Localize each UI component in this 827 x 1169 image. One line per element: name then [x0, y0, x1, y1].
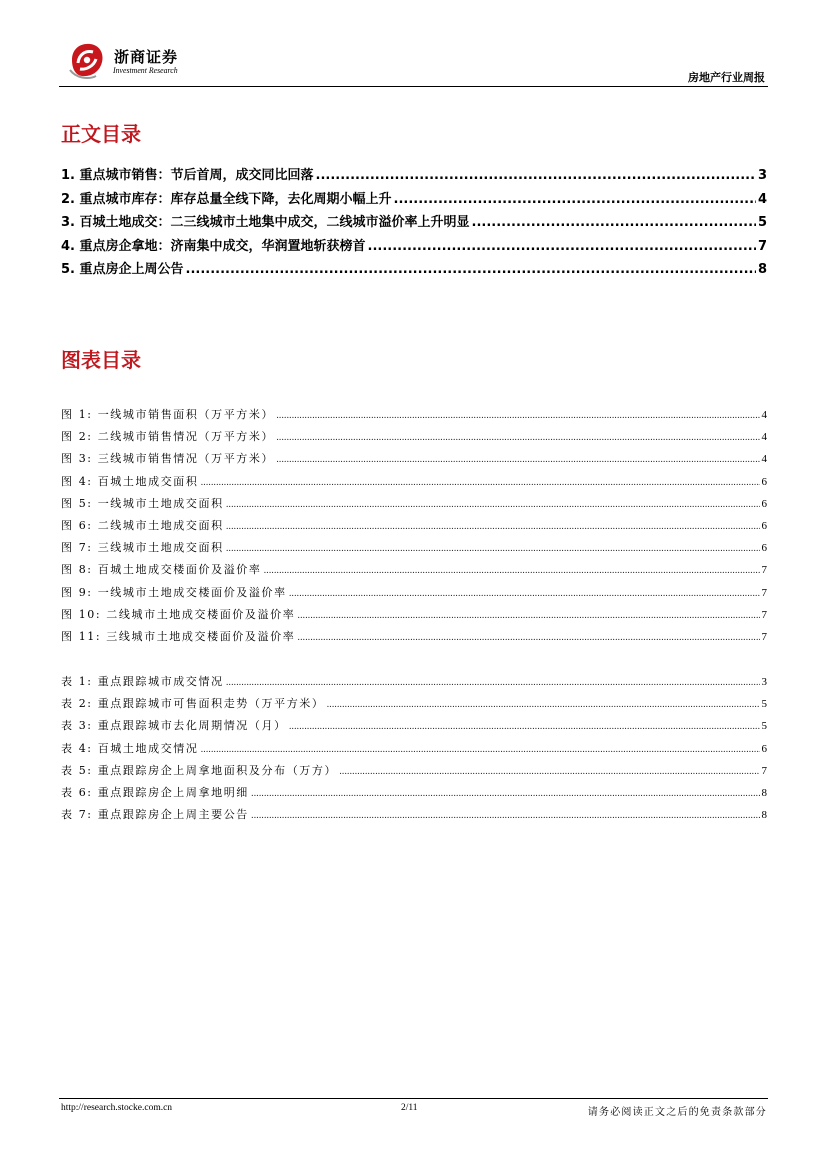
toc-leader — [276, 405, 759, 427]
figure-entry-label: 图 4: 百城土地成交面积 — [61, 474, 199, 488]
toc-entry-page: 7 — [757, 238, 767, 254]
figure-entry[interactable] — [61, 604, 767, 626]
toc-leader — [276, 449, 759, 471]
table-entry-page: 7 — [761, 764, 767, 777]
header-divider — [59, 86, 768, 87]
figure-entry[interactable] — [61, 626, 767, 648]
toc-leader — [226, 672, 760, 694]
footer-url-link[interactable]: http://research.stocke.com.cn — [61, 1103, 173, 1113]
toc-entry-page: 3 — [757, 168, 767, 183]
figure-entry-label: 图 9: 一线城市土地成交楼面价及溢价率 — [61, 585, 287, 599]
figure-entry[interactable] — [61, 493, 767, 515]
toc-leader — [289, 716, 760, 738]
toc-entry-label: 5. 重点房企上周公告 — [61, 262, 184, 277]
table-entry-label: 表 1: 重点跟踪城市成交情况 — [61, 675, 224, 688]
figure-entry-label: 图 5: 一线城市土地成交面积 — [61, 496, 224, 510]
logo-mark-icon — [66, 40, 106, 80]
table-entry[interactable] — [61, 782, 767, 804]
table-entry[interactable] — [61, 671, 767, 693]
toc-leader — [316, 164, 756, 188]
toc-leader — [297, 605, 759, 627]
toc-leader — [201, 739, 760, 761]
company-logo — [66, 40, 186, 82]
toc-entry-label: 4. 重点房企拿地：济南集中成交，华润置地斩获榜首 — [61, 238, 366, 254]
toc-entry-page: 4 — [757, 191, 767, 207]
figure-entry-page: 4 — [761, 409, 767, 421]
figure-entry[interactable] — [61, 471, 767, 493]
toc-leader — [297, 627, 759, 649]
toc-leader — [251, 805, 760, 827]
table-toc-list — [61, 671, 767, 826]
toc-leader — [276, 427, 759, 449]
figure-entry-page: 6 — [761, 542, 767, 555]
table-entry-page: 8 — [761, 786, 767, 799]
figure-entry[interactable] — [61, 537, 767, 559]
toc-leader — [251, 783, 760, 805]
figure-entry-label: 图 3: 三线城市销售情况（万平方米） — [61, 452, 275, 466]
page-number: 2/11 — [401, 1103, 418, 1113]
figure-entry[interactable] — [61, 515, 767, 537]
toc-leader — [472, 211, 756, 235]
figure-entry-label: 图 6: 二线城市土地成交面积 — [61, 518, 224, 532]
toc-entry[interactable] — [61, 211, 767, 235]
main-toc-list — [61, 164, 767, 282]
figure-entry[interactable] — [61, 582, 767, 604]
toc-entry-page: 8 — [757, 262, 767, 277]
figure-entry-label: 图 11: 三线城市土地成交楼面价及溢价率 — [61, 629, 296, 643]
toc-leader — [186, 258, 756, 282]
figure-entry-page: 7 — [761, 586, 767, 599]
main-toc-title: 正文目录 — [61, 122, 141, 146]
table-entry-label: 表 7: 重点跟踪房企上周主要公告 — [61, 808, 249, 822]
figure-entry-page: 6 — [761, 497, 767, 510]
toc-entry[interactable] — [61, 258, 767, 282]
figure-entry-page: 7 — [761, 608, 767, 621]
table-entry[interactable] — [61, 804, 767, 826]
table-entry-page: 5 — [761, 698, 767, 711]
figure-toc-title: 图表目录 — [61, 348, 141, 372]
toc-entry-page: 5 — [757, 215, 767, 230]
toc-leader — [226, 538, 760, 560]
toc-leader — [339, 761, 759, 783]
table-entry-page: 5 — [761, 720, 767, 733]
table-entry-label: 表 3: 重点跟踪城市去化周期情况（月） — [61, 719, 287, 733]
logo-tagline: Investment Research — [113, 65, 178, 75]
figure-entry-label: 图 1: 一线城市销售面积（万平方米） — [61, 408, 275, 421]
figure-entry[interactable] — [61, 559, 767, 581]
figure-entry-label: 图 7: 三线城市土地成交面积 — [61, 541, 224, 555]
toc-leader — [368, 235, 756, 259]
table-entry[interactable] — [61, 760, 767, 782]
figure-entry-page: 7 — [761, 564, 767, 577]
figure-entry[interactable] — [61, 448, 767, 470]
table-entry-label: 表 2: 重点跟踪城市可售面积走势（万平方米） — [61, 697, 325, 711]
toc-leader — [226, 494, 760, 516]
table-entry[interactable] — [61, 715, 767, 737]
table-entry-page: 3 — [761, 676, 767, 688]
figure-entry-label: 图 10: 二线城市土地成交楼面价及溢价率 — [61, 607, 296, 621]
figure-entry-page: 6 — [761, 519, 767, 532]
toc-entry-label: 3. 百城土地成交：二三线城市土地集中成交，二线城市溢价率上升明显 — [61, 215, 470, 230]
figure-entry-page: 6 — [761, 475, 767, 488]
table-entry-label: 表 5: 重点跟踪房企上周拿地面积及分布（万方） — [61, 763, 338, 777]
toc-leader — [394, 188, 756, 212]
toc-leader — [226, 516, 760, 538]
figure-entry-label: 图 2: 二线城市销售情况（万平方米） — [61, 430, 275, 444]
figure-entry-page: 7 — [761, 630, 767, 643]
figure-entry-label: 图 8: 百城土地成交楼面价及溢价率 — [61, 563, 262, 577]
figure-entry-page: 4 — [761, 431, 767, 444]
table-entry[interactable] — [61, 693, 767, 715]
toc-leader — [327, 694, 760, 716]
toc-entry-label: 1. 重点城市销售：节后首周，成交同比回落 — [61, 168, 314, 183]
logo-company-name: 浙商证券 — [114, 48, 179, 66]
toc-leader — [201, 472, 760, 494]
table-entry-page: 8 — [761, 809, 767, 822]
table-entry[interactable] — [61, 738, 767, 760]
toc-entry[interactable] — [61, 188, 767, 212]
figure-entry[interactable] — [61, 404, 767, 426]
toc-leader — [264, 560, 760, 582]
report-type: 房地产行业周报 — [688, 71, 765, 84]
figure-entry-page: 4 — [761, 453, 767, 466]
toc-entry[interactable] — [61, 164, 767, 188]
figure-entry[interactable] — [61, 426, 767, 448]
toc-entry-label: 2. 重点城市库存：库存总量全线下降，去化周期小幅上升 — [61, 191, 392, 207]
table-entry-label: 表 4: 百城土地成交情况 — [61, 741, 199, 755]
footer-disclaimer: 请务必阅读正文之后的免责条款部分 — [587, 1107, 767, 1118]
table-entry-label: 表 6: 重点跟踪房企上周拿地明细 — [61, 785, 249, 799]
figure-toc-list — [61, 404, 767, 648]
footer-divider — [59, 1098, 768, 1099]
table-entry-page: 6 — [761, 742, 767, 755]
toc-leader — [289, 583, 760, 605]
toc-entry[interactable] — [61, 235, 767, 259]
